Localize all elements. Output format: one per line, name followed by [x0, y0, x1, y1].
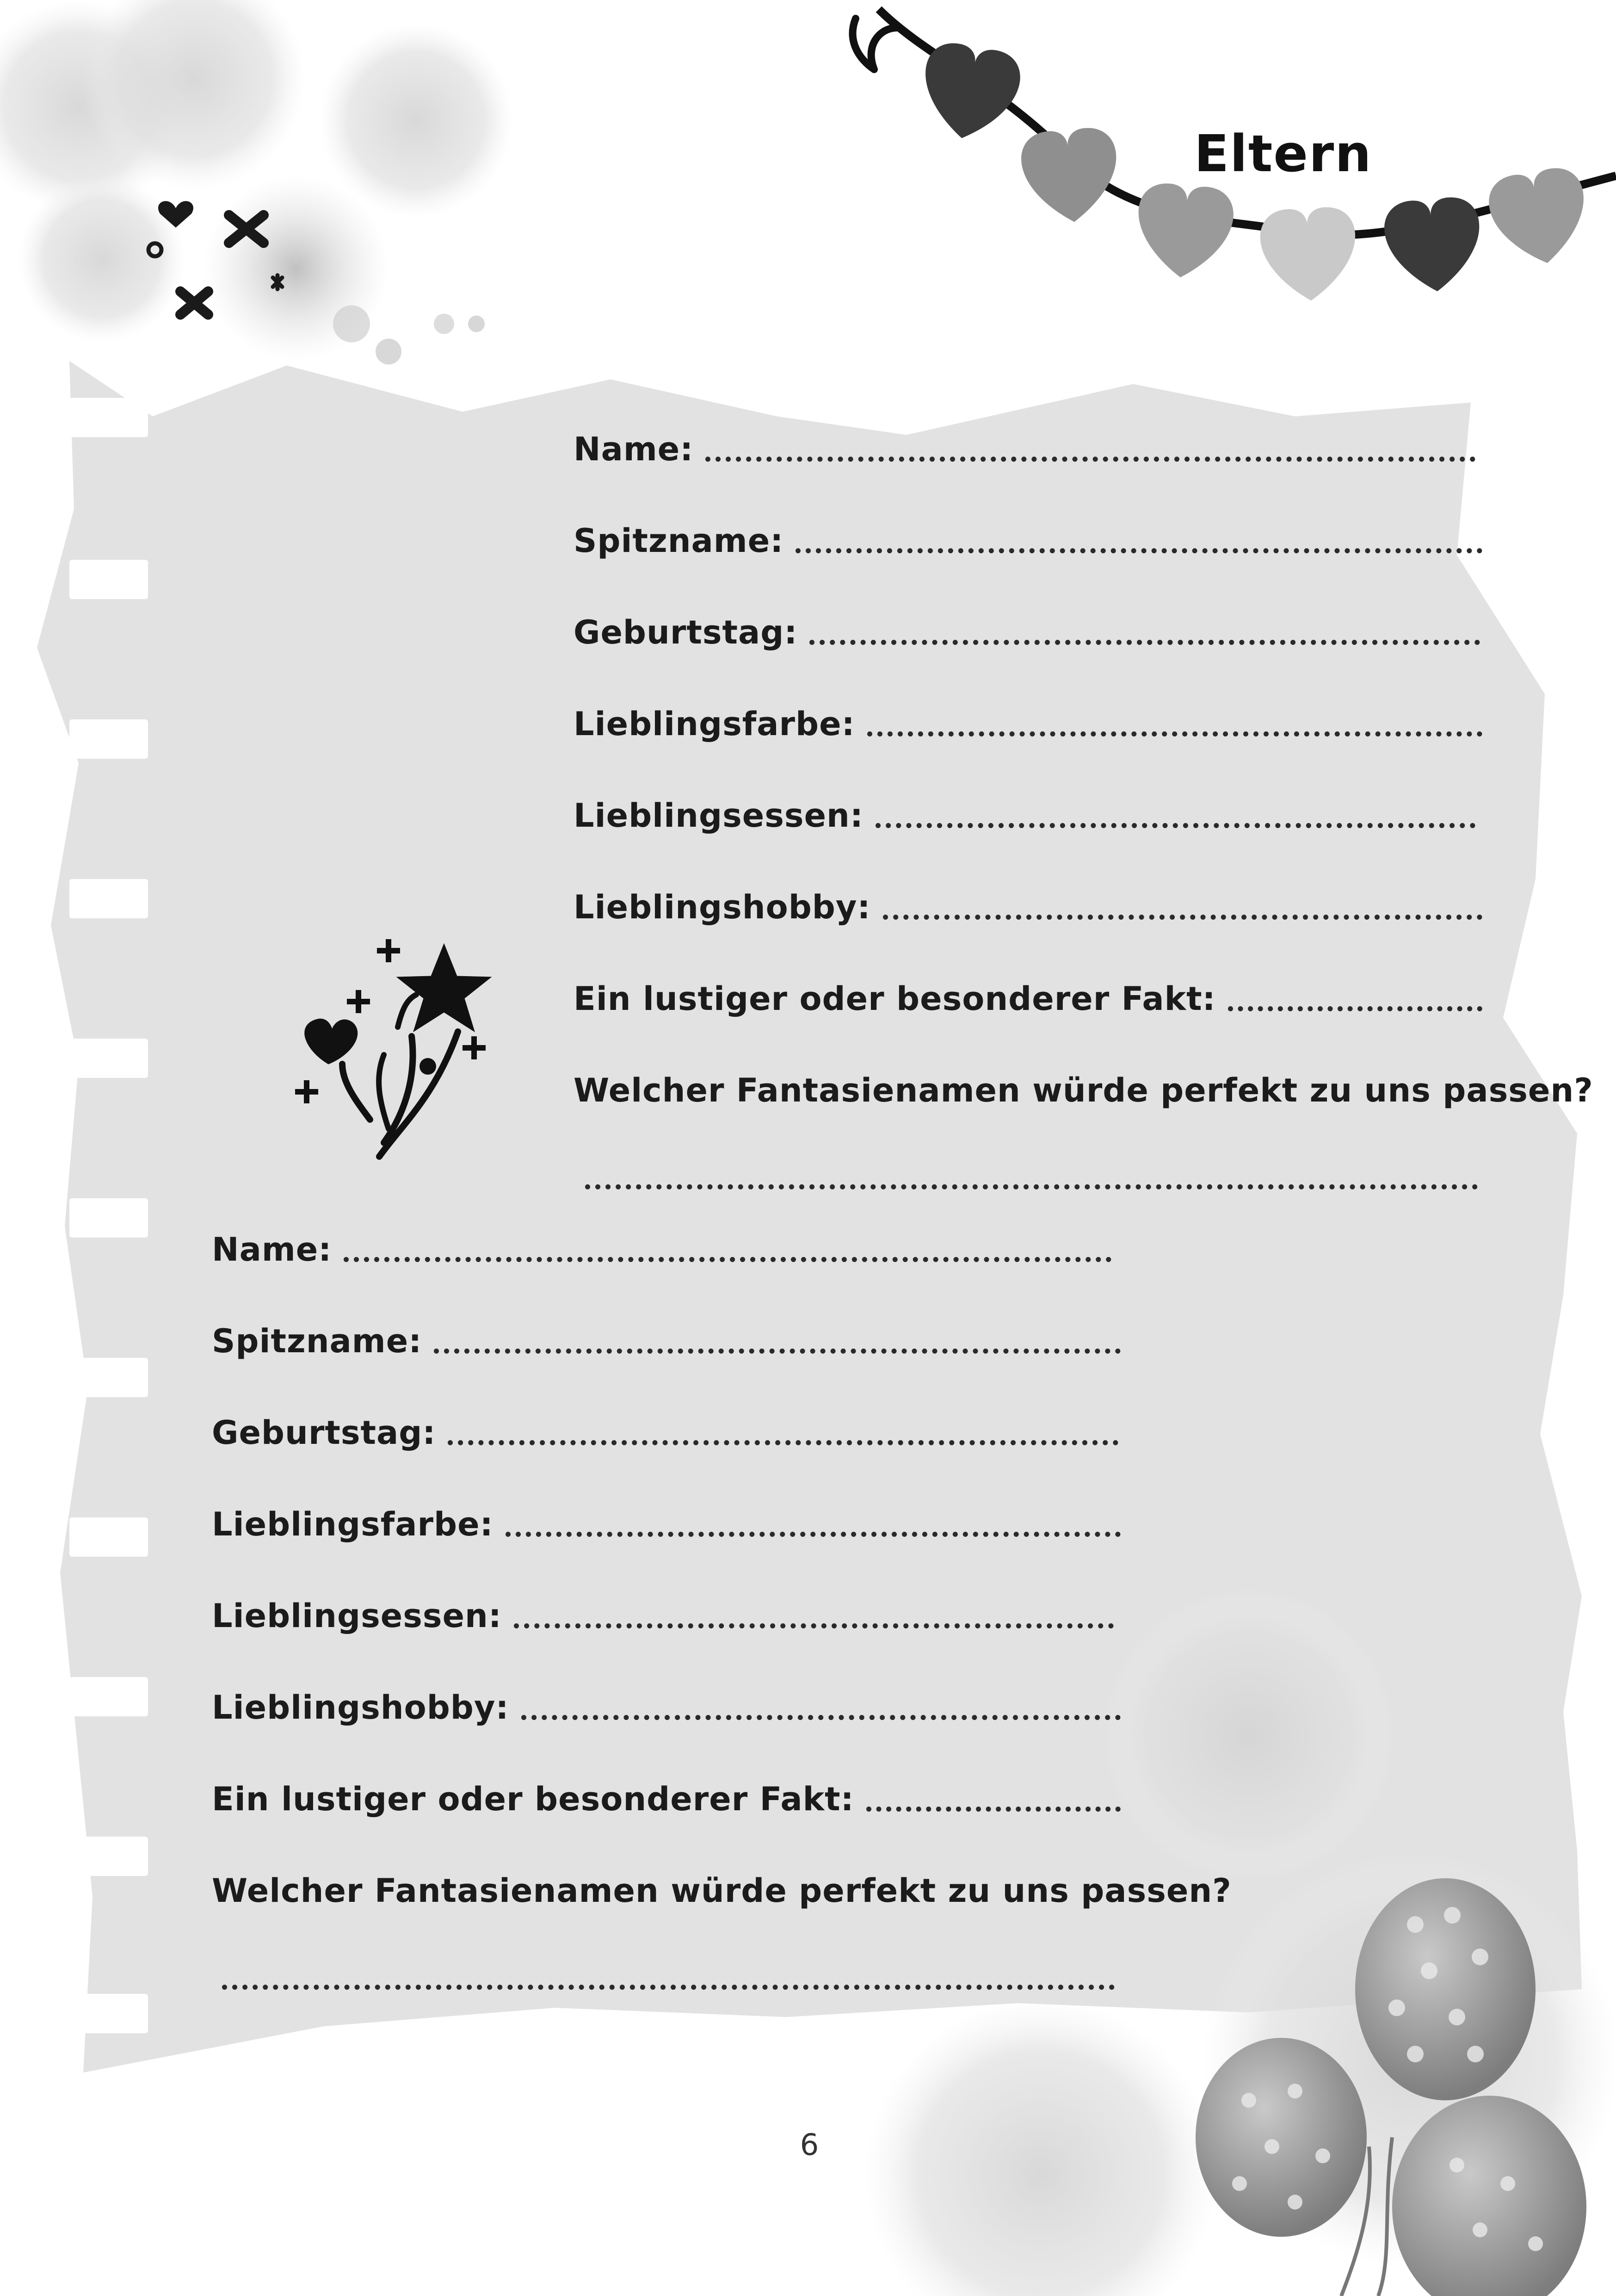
nickname-field[interactable] — [212, 1322, 1121, 1360]
field-label: Geburtstag: — [212, 1414, 436, 1452]
answer-line[interactable] — [448, 1440, 1118, 1445]
favorite-hobby-field[interactable] — [212, 1689, 1121, 1727]
answer-line[interactable] — [809, 640, 1480, 645]
field-label: Spitzname: — [574, 522, 784, 560]
name-field[interactable] — [574, 430, 1475, 468]
answer-line[interactable] — [876, 823, 1475, 828]
field-label: Lieblingsessen: — [212, 1597, 502, 1635]
fantasy-name-question: Welcher Fantasienamen würde perfekt zu uns passen? — [574, 1071, 1593, 1109]
favorite-food-field[interactable] — [212, 1597, 1114, 1635]
favorite-color-field[interactable] — [212, 1505, 1121, 1543]
field-label: Lieblingsfarbe: — [574, 705, 855, 743]
favorite-food-field[interactable] — [574, 797, 1475, 835]
answer-line[interactable] — [506, 1532, 1121, 1537]
page-number: 6 — [800, 2128, 819, 2162]
field-label: Lieblingsessen: — [574, 797, 864, 835]
field-label: Lieblingsfarbe: — [212, 1505, 493, 1543]
birthday-field[interactable] — [574, 613, 1480, 651]
page-title: Eltern — [1194, 124, 1372, 183]
field-label: Geburtstag: — [574, 613, 798, 651]
field-label: Name: — [212, 1231, 332, 1269]
answer-line[interactable] — [705, 457, 1475, 462]
answer-line[interactable] — [796, 548, 1482, 553]
field-label: Ein lustiger oder besonderer Fakt: — [574, 980, 1216, 1018]
favorite-color-field[interactable] — [574, 705, 1482, 743]
answer-line[interactable] — [866, 1807, 1121, 1812]
answer-line[interactable] — [514, 1623, 1114, 1628]
answer-line[interactable] — [867, 731, 1482, 736]
field-label: Lieblingshobby: — [212, 1689, 509, 1727]
fun-fact-field[interactable] — [574, 980, 1482, 1018]
field-label: Spitzname: — [212, 1322, 422, 1360]
fantasy-name-answer-line[interactable] — [585, 1184, 1478, 1189]
answer-line[interactable] — [883, 915, 1482, 920]
name-field[interactable] — [212, 1231, 1111, 1269]
answer-line[interactable] — [521, 1715, 1121, 1720]
answer-line[interactable] — [1228, 1006, 1482, 1011]
answer-line[interactable] — [344, 1257, 1111, 1262]
fun-fact-field[interactable] — [212, 1780, 1121, 1818]
field-label: Name: — [574, 430, 694, 468]
field-label: Ein lustiger oder besonderer Fakt: — [212, 1780, 854, 1818]
favorite-hobby-field[interactable] — [574, 888, 1482, 926]
fantasy-name-question: Welcher Fantasienamen würde perfekt zu uns passen? — [212, 1872, 1232, 1910]
field-label: Lieblingshobby: — [574, 888, 871, 926]
birthday-field[interactable] — [212, 1414, 1118, 1452]
nickname-field[interactable] — [574, 522, 1482, 560]
answer-line[interactable] — [434, 1349, 1121, 1354]
fantasy-name-answer-line[interactable] — [222, 1985, 1115, 1990]
